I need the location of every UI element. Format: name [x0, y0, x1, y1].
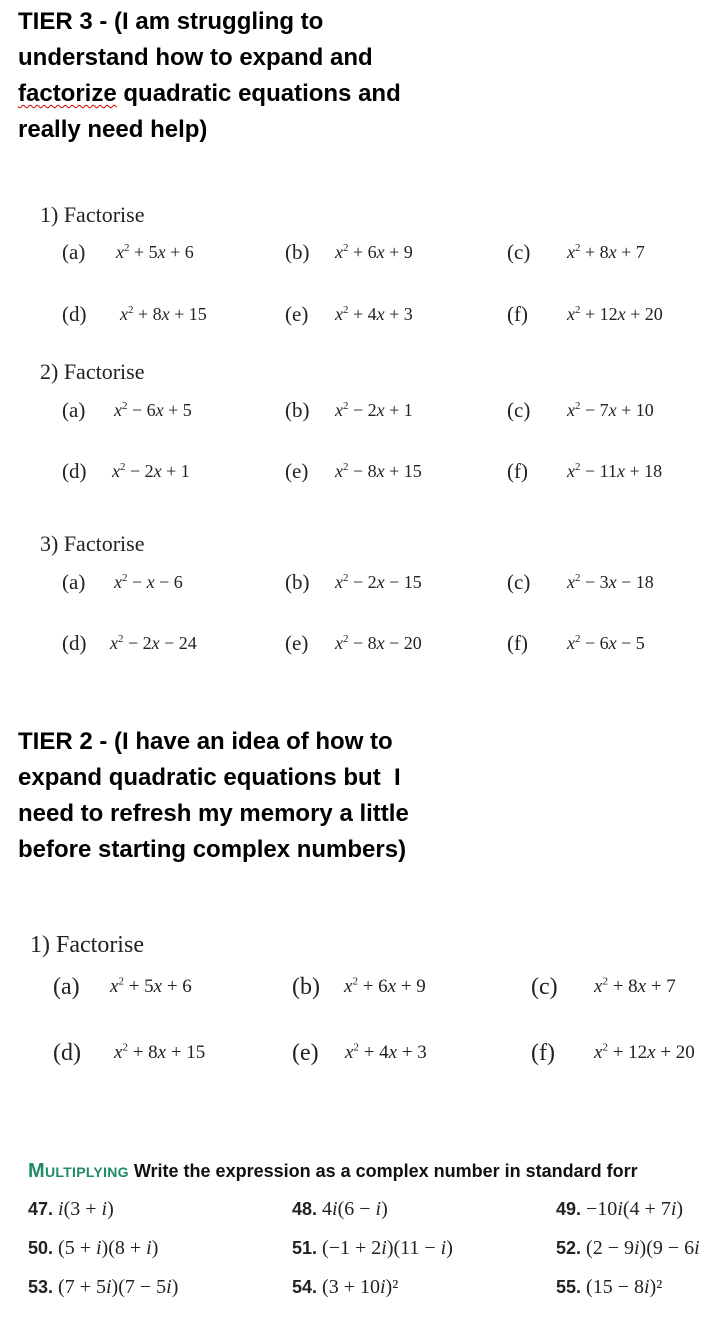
problem-label: (e) — [285, 302, 309, 326]
tier3-heading-line-2: understand how to expand and — [18, 44, 373, 71]
complex-problem — [556, 1276, 662, 1299]
tier3-set3-title: 3) Factorise — [40, 531, 145, 556]
problem-number: 50. — [28, 1238, 59, 1258]
complex-problem — [292, 1237, 453, 1260]
problem-expression: $x^2 - 8x - 20$ — [335, 633, 422, 653]
problem-label: (a) — [53, 974, 80, 1000]
problem-expression: (15 − 8i)² — [586, 1276, 663, 1298]
tier2-heading-line-3: need to refresh my memory a little — [18, 800, 409, 827]
problem-expression: (3 + 10i)² — [322, 1276, 399, 1298]
problem-label: (f) — [531, 1040, 555, 1066]
problem-label: (a) — [62, 398, 86, 422]
problem-expression: $x^2 - 2x + 1$ — [112, 461, 190, 481]
problem-expression: $x^2 - 8x + 15$ — [335, 461, 422, 481]
problem-label: (b) — [292, 974, 320, 1000]
tier3-heading-line-3: factorize quadratic equations and — [18, 80, 401, 107]
problem-label: (c) — [507, 570, 531, 594]
problem-label: (b) — [285, 240, 310, 264]
problem-expression: $x^2 - 3x - 18$ — [567, 572, 654, 592]
complex-problem — [28, 1276, 178, 1299]
problem-label: (d) — [62, 459, 87, 483]
tier3-heading-line-4: really need help) — [18, 116, 208, 143]
problem-expression: (−1 + 2i)(11 − i) — [322, 1237, 453, 1259]
problem-expression: 4i(6 − i) — [322, 1198, 388, 1220]
problem-label: (e) — [285, 631, 309, 655]
tier3-heading-line-1: TIER 3 - (I am struggling to — [18, 8, 324, 35]
problem-label: (d) — [62, 631, 87, 655]
problem-expression: $x^2 + 8x + 15$ — [120, 304, 207, 324]
complex-problem — [556, 1198, 683, 1221]
problem-label: (a) — [62, 570, 86, 594]
complex-problem — [292, 1198, 388, 1221]
problem-expression: $x^2 + 6x + 9$ — [344, 975, 426, 997]
problem-label: (e) — [285, 459, 309, 483]
problem-number: 54. — [292, 1277, 323, 1297]
multiplying-title: Multiplying — [28, 1160, 129, 1182]
problem-expression: i(3 + i) — [58, 1198, 114, 1220]
complex-problem — [556, 1237, 700, 1260]
problem-expression: $x^2 + 5x + 6$ — [110, 975, 192, 997]
problem-label: (b) — [285, 398, 310, 422]
complex-problem — [28, 1237, 158, 1260]
problem-number: 51. — [292, 1238, 323, 1258]
complex-problem — [28, 1198, 114, 1221]
problem-expression: (7 + 5i)(7 − 5i) — [58, 1276, 179, 1298]
problem-expression: $x^2 + 5x + 6$ — [116, 242, 194, 262]
problem-expression: $x^2 + 4x + 3$ — [345, 1041, 427, 1063]
tier2-heading-line-4: before starting complex numbers) — [18, 836, 407, 863]
problem-label: (f) — [507, 631, 528, 655]
problem-number: 53. — [28, 1277, 59, 1297]
problem-expression: $x^2 + 6x + 9$ — [335, 242, 413, 262]
problem-expression: $x^2 + 8x + 7$ — [594, 975, 676, 997]
problem-number: 52. — [556, 1238, 587, 1258]
tier2-heading-line-1: TIER 2 - (I have an idea of how to — [18, 728, 393, 755]
problem-expression: $x^2 - 2x + 1$ — [335, 400, 413, 420]
problem-expression: $x^2 - 2x - 15$ — [335, 572, 422, 592]
multiplying-header — [28, 1160, 638, 1183]
problem-expression: $x^2 - 7x + 10$ — [567, 400, 654, 420]
problem-expression: $x^2 + 12x + 20$ — [567, 304, 663, 324]
problem-label: (c) — [531, 974, 558, 1000]
tier3-set2-title: 2) Factorise — [40, 359, 145, 384]
problem-expression: $x^2 - 6x - 5$ — [567, 633, 645, 653]
problem-expression: $x^2 - 6x + 5$ — [114, 400, 192, 420]
problem-expression: $x^2 + 8x + 7$ — [567, 242, 645, 262]
problem-label: (f) — [507, 459, 528, 483]
problem-expression: $x^2 + 4x + 3$ — [335, 304, 413, 324]
tier2-heading — [18, 724, 409, 868]
problem-expression: $x^2 - x - 6$ — [114, 572, 183, 592]
problem-label: (a) — [62, 240, 86, 264]
problem-number: 47. — [28, 1199, 59, 1219]
problem-number: 48. — [292, 1199, 323, 1219]
problem-expression: $x^2 - 2x - 24$ — [110, 633, 197, 653]
problem-label: (c) — [507, 240, 531, 264]
complex-problem — [292, 1276, 398, 1299]
problem-label: (d) — [62, 302, 87, 326]
misspelled-word: factorize — [18, 80, 117, 107]
problem-expression: −10i(4 + 7i) — [586, 1198, 684, 1220]
problem-label: (f) — [507, 302, 528, 326]
problem-expression: $x^2 - 11x + 18$ — [567, 461, 663, 481]
problem-expression: $x^2 + 8x + 15$ — [114, 1041, 206, 1063]
problem-number: 55. — [556, 1277, 587, 1297]
tier3-heading — [18, 4, 401, 148]
problem-label: (e) — [292, 1040, 319, 1066]
tier2-heading-line-2: expand quadratic equations but I — [18, 764, 401, 791]
problem-label: (b) — [285, 570, 310, 594]
problem-label: (c) — [507, 398, 531, 422]
problem-number: 49. — [556, 1199, 587, 1219]
problem-expression: (5 + i)(8 + i) — [58, 1237, 159, 1259]
problem-expression: $x^2 + 12x + 20$ — [594, 1041, 695, 1063]
multiplying-instruction: Write the expression as a complex number in standard forr — [133, 1161, 638, 1181]
problem-label: (d) — [53, 1040, 81, 1066]
tier2-set1-title: 1) Factorise — [30, 932, 144, 958]
problem-expression: (2 − 9i)(9 − 6i — [586, 1237, 700, 1259]
tier3-set1-title: 1) Factorise — [40, 202, 145, 227]
